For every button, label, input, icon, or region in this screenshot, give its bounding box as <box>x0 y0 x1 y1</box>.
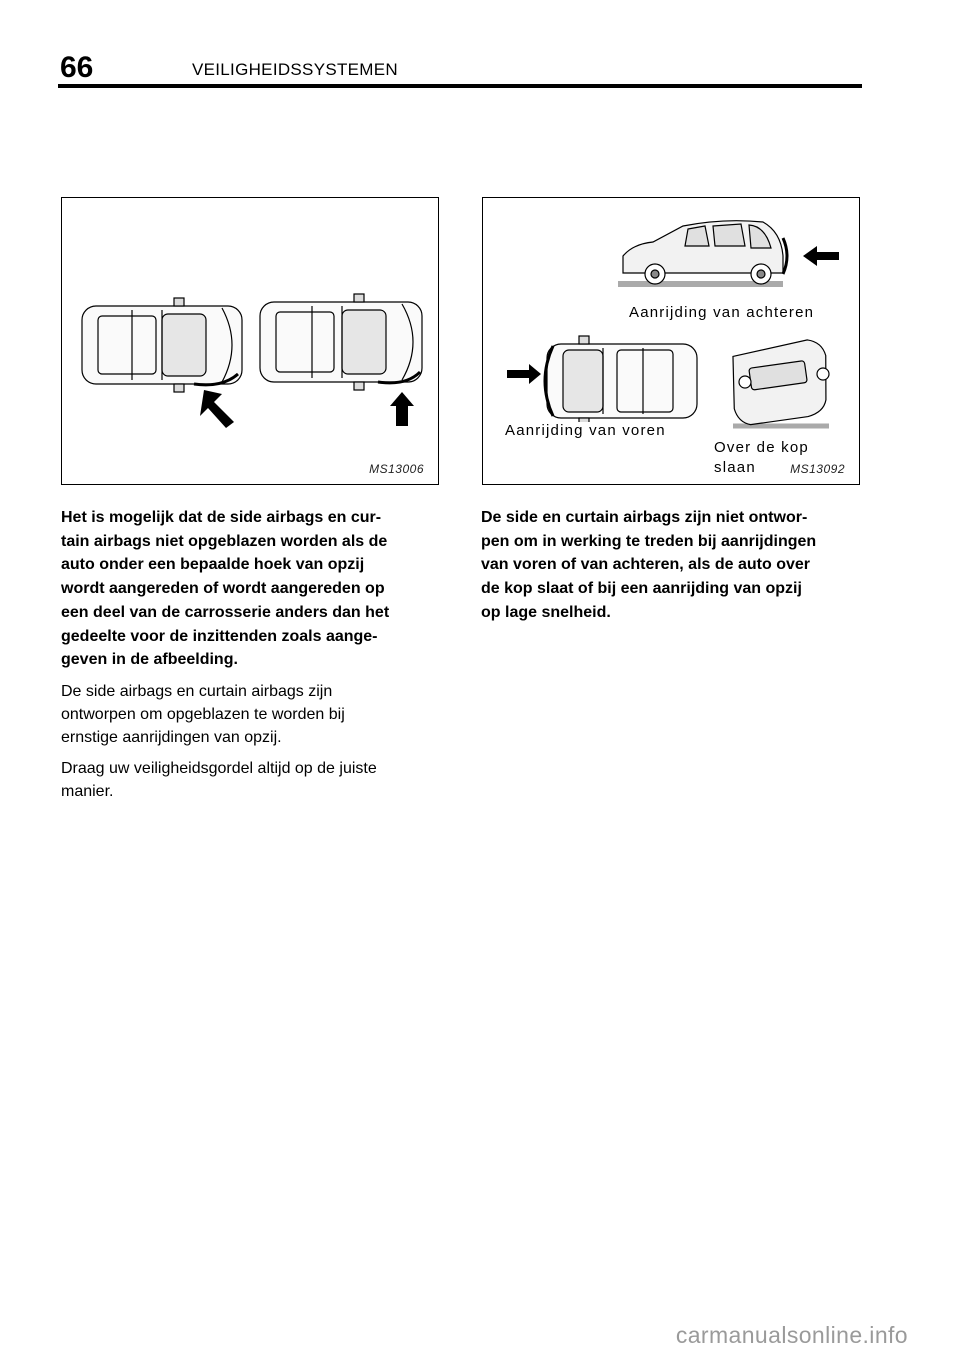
text-line: ernstige aanrijdingen van opzij. <box>61 728 282 746</box>
text-line: tain airbags niet opgeblazen worden als de <box>61 532 388 550</box>
header-rule <box>58 84 862 88</box>
text-line: gedeelte voor de inzittenden zoals aange- <box>61 627 378 645</box>
car-top-view-icon <box>545 336 697 426</box>
figure-code: MS13006 <box>369 462 424 476</box>
diagonal-impact-arrow-icon <box>200 390 234 428</box>
text-line: De side airbags en curtain airbags zijn <box>61 682 333 700</box>
car-top-view-icon <box>82 298 242 392</box>
rollover-label-line1: Over de kop <box>714 439 809 456</box>
text-line: manier. <box>61 782 114 800</box>
text-line: een deel van de carrosserie anders dan het <box>61 603 390 621</box>
car-top-view-icon <box>260 294 422 390</box>
non-deploy-scenarios-figure <box>482 197 860 485</box>
text-line: geven in de afbeelding. <box>61 651 238 669</box>
text-line: op lage snelheid. <box>481 603 611 621</box>
text-line: Het is mogelijk dat de side airbags en cur- <box>61 509 382 526</box>
watermark: carmanualsonline.info <box>675 1322 908 1348</box>
front-impact-arrow-icon <box>507 364 541 384</box>
text-line: Draag uw veiligheidsgordel altijd op de juiste <box>61 759 377 777</box>
text-line: auto onder een bepaalde hoek van opzij <box>61 556 365 574</box>
rear-impact-label: Aanrijding van achteren <box>629 304 815 321</box>
text-line: van voren of van achteren, als de auto over <box>481 556 810 574</box>
text-line: pen om in werking te treden bij aanrijdingen <box>481 532 817 550</box>
warning-paragraph <box>61 506 441 672</box>
rear-impact-arrow-icon <box>803 246 839 266</box>
car-side-view-icon <box>618 221 787 284</box>
text-line: wordt aangereden of wordt aangereden op <box>61 580 385 598</box>
non-deploy-paragraph <box>481 506 861 625</box>
side-impact-illustration <box>62 198 439 485</box>
figure-code: MS13092 <box>790 462 845 476</box>
right-text-column <box>481 506 861 633</box>
front-impact-label: Aanrijding van voren <box>505 422 666 439</box>
text-line: de kop slaat of bij een aanrijding van opzij <box>481 580 802 598</box>
rollover-label-line2: slaan <box>714 459 756 476</box>
text-line: ontworpen om opgeblazen te worden bij <box>61 705 345 723</box>
overturned-car-icon <box>726 338 834 427</box>
side-impact-angle-figure <box>61 197 439 485</box>
frontal-impact-arrow-icon <box>390 392 414 426</box>
info-paragraph <box>61 680 441 749</box>
seatbelt-paragraph <box>61 757 441 803</box>
left-text-column <box>61 506 441 811</box>
section-title: VEILIGHEIDSSYSTEMEN <box>192 60 398 79</box>
page-number: 66 <box>60 51 94 84</box>
text-line: De side en curtain airbags zijn niet ontwor- <box>481 509 808 526</box>
